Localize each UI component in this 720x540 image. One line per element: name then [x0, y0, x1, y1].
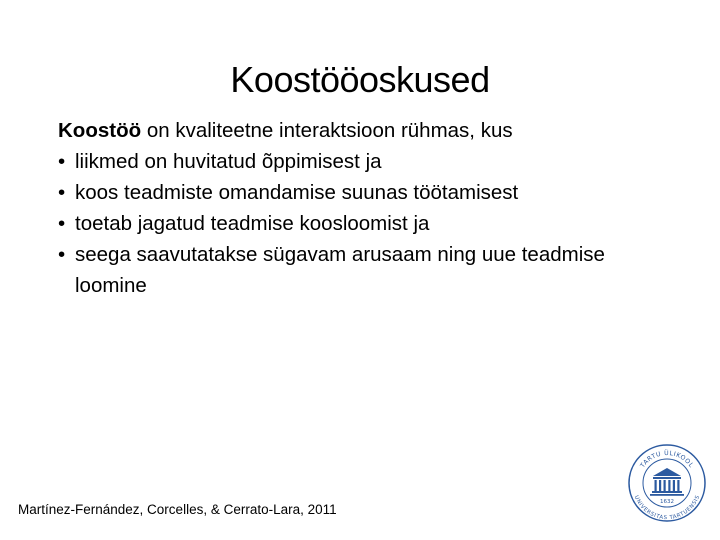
seal-year: 1632 [660, 499, 674, 505]
bullet-list [58, 146, 678, 301]
bullet-text: koos teadmiste omandamise suunas töötamisest [75, 181, 519, 204]
bullet-item [58, 146, 678, 177]
slide-title: Koostööoskused [230, 59, 490, 100]
seal-text-top: TARTU ÜLIKOOL [639, 449, 695, 470]
university-seal-logo [627, 443, 707, 523]
lead-sentence [58, 115, 678, 146]
seal-text-bottom: UNIVERSITAS TARTUENSIS [632, 494, 702, 522]
slide-body [58, 115, 678, 301]
bullet-icon: • [58, 243, 66, 266]
bullet-icon: • [58, 150, 66, 173]
bullet-text: liikmed on huvitatud õppimisest ja [75, 150, 382, 173]
bullet-item [58, 239, 678, 301]
bullet-text: seega saavutatakse sügavam arusaam ning uue teadmise loomine [75, 243, 605, 297]
lead-term: Koostöö [58, 119, 142, 142]
building-icon [650, 468, 684, 496]
citation: Martínez-Fernández, Corcelles, & Cerrato-Lara, 2011 [18, 502, 337, 517]
bullet-icon: • [58, 181, 66, 204]
bullet-item [58, 208, 678, 239]
lead-text: on kvaliteetne interaktsioon rühmas, kus [141, 119, 513, 142]
bullet-item [58, 177, 678, 208]
bullet-text: toetab jagatud teadmise koosloomist ja [75, 212, 430, 235]
bullet-icon: • [58, 212, 66, 235]
